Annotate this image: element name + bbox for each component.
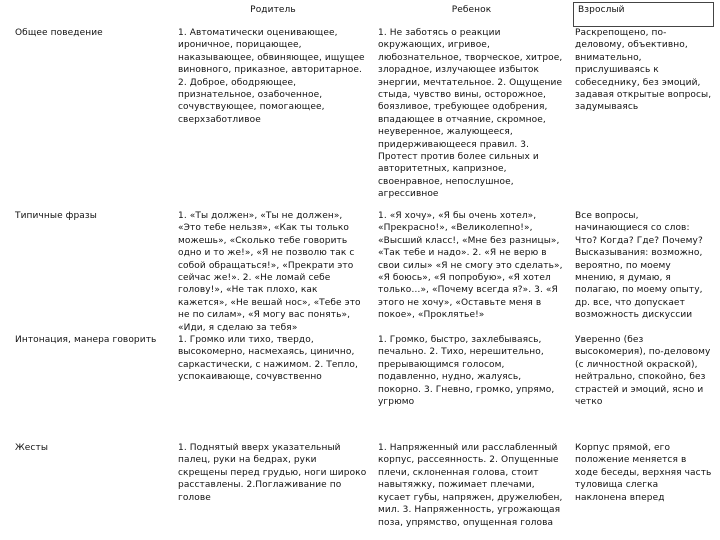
cell-intonation-adult: Уверенно (без высокомерия), по-деловому (с личностной окраской), нейтрально, спокойно, без страстей и эмоций, ясно и четко bbox=[575, 335, 711, 408]
cell-typical-phrases-adult: Все вопросы, начинающиеся со слов: Что? Когда? Где? Почему? Высказывания: возможно, вероятно, по моему мнению, я думаю, я полагаю, по моему опыту, др. все, что допускает возможность дискуссии bbox=[575, 211, 703, 321]
column-header-adult[interactable]: Взрослый bbox=[573, 2, 714, 27]
cell-typical-phrases-child: 1. «Я хочу», «Я бы очень хотел», «Прекрасно!», «Великолепно!», «Высший класс!, «Мне без разницы», «Так тебе и надо». 2. «Я не верю в свои силы» «Я не смогу это сделать», «Я боюсь», «Я попробую», «Я хотел только…», «Почему всегда я?». 3. «Я этого не хочу», «Оставьте меня в покое», «Проклятье!» bbox=[378, 211, 563, 321]
cell-general-behavior-parent: 1. Автоматически оценивающее, ироничное, порицающее, наказывающее, обвиняющее, ищущее виновного, приказное, авторитарное. 2. Доброе, ободряющее, признательное, озабоченное, сочувствующее, помогающее, сверхзаботливое bbox=[178, 28, 365, 125]
cell-intonation-parent: 1. Громко или тихо, твердо, высокомерно, насмехаясь, цинично, саркастически, с нажимом. 2. Тепло, успокаивающе, сочувственно bbox=[178, 335, 358, 383]
cell-gestures-child: 1. Напряженный или расслабленный корпус, рассеянность. 2. Опущенные плечи, склоненная голова, стоит навытяжку, пожимает плечами, кусает губы, напряжен, дружелюбен, мил. 3. Напряженность, угрожающая поза, упрямство, опущенная голова bbox=[378, 443, 563, 528]
row-label-intonation: Интонация, манера говорить bbox=[15, 335, 157, 346]
column-header-parent: Родитель bbox=[250, 5, 296, 15]
row-label-gestures: Жесты bbox=[15, 443, 49, 454]
header-empty-cell bbox=[0, 4, 176, 27]
cell-gestures-adult: Корпус прямой, его положение меняется в ходе беседы, верхняя часть туловища слегка наклонена вперед bbox=[575, 443, 712, 503]
cell-gestures-parent: 1. Поднятый вверх указательный палец, руки на бедрах, руки скрещены перед грудью, ноги широко расставлены. 2.Поглаживание по голове bbox=[178, 443, 367, 503]
cell-intonation-child: 1. Громко, быстро, захлебываясь, печально. 2. Тихо, нерешительно, прерывающимся голосом, подавленно, нудно, жалуясь, покорно. 3. Гневно, громко, упрямо, угрюмо bbox=[378, 335, 555, 408]
row-label-general-behavior: Общее поведение bbox=[15, 28, 103, 38]
cell-general-behavior-adult: Раскрепощено, по-деловому, объективно, внимательно, прислушиваясь к собеседнику, без эмоций, задавая открытые вопросы, задумываясь bbox=[575, 28, 712, 113]
cell-typical-phrases-parent: 1. «Ты должен», «Ты не должен», «Это тебе нельзя», «Как ты только можешь», «Сколько тебе говорить одно и то же!», «Я не позволю так с собой обращаться!», «Прекрати это сейчас же!». 2. «Не ломай себе голову!», «Не так плохо, как кажется», «Не вешай нос», «Тебе это не по силам», «Я могу вас понять», «Иди, я сделаю за тебя» bbox=[178, 211, 361, 333]
cell-general-behavior-child: 1. Не заботясь о реакции окружающих, игривое, любознательное, творческое, хитрое, злорадное, излучающее избыток энергии, мечтательное. 2. Ощущение стыда, чувство вины, осторожное, боязливое, требующее одобрения, впадающее в отчаяние, скромное, неуверенное, жалующееся, придерживающееся правил. 3. Протест против более сильных и авторитетных, капризное, своенравное, непослушное, агрессивное bbox=[378, 28, 563, 200]
row-label-typical-phrases: Типичные фразы bbox=[15, 211, 97, 221]
column-header-child: Ребенок bbox=[451, 5, 492, 15]
